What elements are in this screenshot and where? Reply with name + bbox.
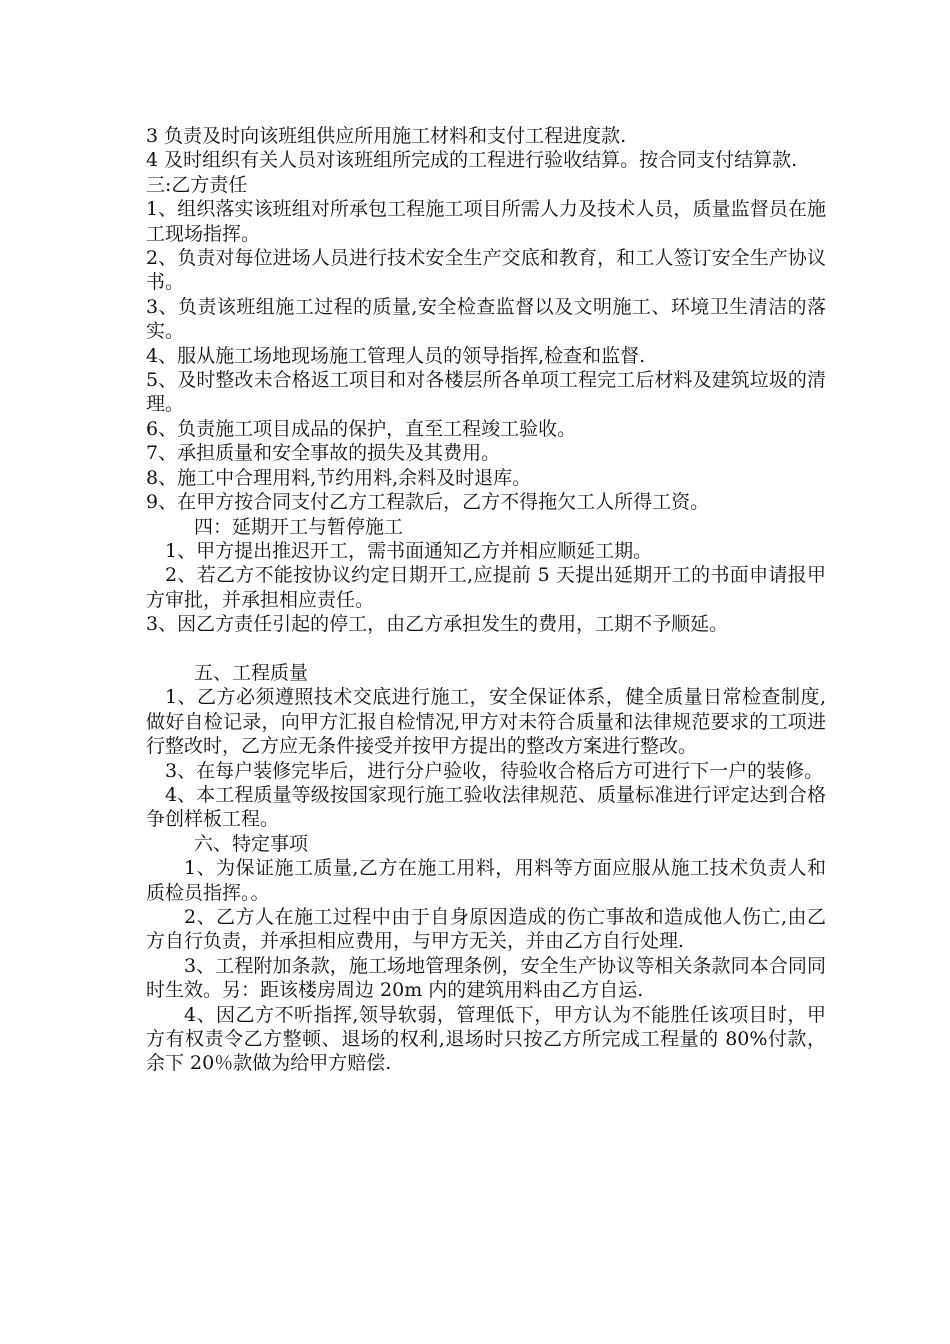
clause-9-party-b: 9、在甲方按合同支付乙方工程款后，乙方不得拖欠工人所得工资。 bbox=[146, 491, 710, 514]
clause-1-special: 1、为保证施工质量,乙方在施工用料，用料等方面应服从施工技术负责人和质检员指挥。。 bbox=[146, 857, 826, 904]
clause-3-special: 3、工程附加条款，施工场地管理条例，安全生产协议等相关条款同本合同同时生效。另：距该楼房周边 20m 内的建筑用料由乙方自运. bbox=[146, 954, 826, 1002]
section-heading-party-b: 三:乙方责任 bbox=[146, 173, 248, 196]
section-heading-delay: 四：延期开工与暂停施工 bbox=[194, 515, 404, 538]
section-heading-special: 六、特定事项 bbox=[194, 832, 309, 855]
clause-2-special: 2、乙方人在施工过程中由于自身原因造成的伤亡事故和造成他人伤亡,由乙方自行负责，并承担相应费用，与甲方无关，并由乙方自行处理. bbox=[146, 905, 826, 953]
section-heading-quality: 五、工程质量 bbox=[194, 661, 309, 684]
clause-4-special: 4、因乙方不听指挥,领导软弱，管理低下，甲方认为不能胜任该项目时，甲方有权责令乙方整顿、退场的权利,退场时只按乙方所完成工程量的 80%付款，余下 20％款做为给甲方赔偿. bbox=[146, 1003, 826, 1075]
clause-7-party-b: 7、承担质量和安全事故的损失及其费用。 bbox=[146, 442, 501, 465]
clause-1-quality: 1、乙方必须遵照技术交底进行施工，安全保证体系，健全质量日常检查制度,做好自检记录，向甲方汇报自检情况,甲方对未符合质量和法律规范要求的工项进行整改时，乙方应无条件接受并按甲方提出的整改方案进行整改。 bbox=[146, 686, 826, 758]
clause-8-party-b: 8、施工中合理用料,节约用料,余料及时退库。 bbox=[146, 466, 532, 489]
clause-2-delay: 2、若乙方不能按协议约定日期开工,应提前 5 天提出延期开工的书面申请报甲方审批，并承担相应责任。 bbox=[146, 564, 826, 611]
clause-3-delay: 3、因乙方责任引起的停工，由乙方承担发生的费用，工期不予顺延。 bbox=[146, 613, 729, 636]
blank-line bbox=[146, 637, 826, 661]
clause-4-party-b: 4、服从施工场地现场施工管理人员的领导指挥,检查和监督. bbox=[146, 344, 646, 367]
clause-1-delay: 1、甲方提出推迟开工，需书面通知乙方并相应顺延工期。 bbox=[165, 539, 653, 562]
clause-1-party-b: 1、组织落实该班组对所承包工程施工项目所需人力及技术人员，质量监督员在施工现场指挥。 bbox=[146, 198, 826, 245]
clause-4-quality: 4、本工程质量等级按国家现行施工验收法律规范、质量标准进行评定达到合格争创样板工程。 bbox=[146, 783, 826, 831]
clause-4-party-a: 4 及时组织有关人员对该班组所完成的工程进行验收结算。按合同支付结算款. bbox=[146, 149, 798, 172]
clause-6-party-b: 6、负责施工项目成品的保护，直至工程竣工验收。 bbox=[146, 417, 577, 440]
document-body bbox=[146, 124, 826, 1076]
clause-2-party-b: 2、负责对每位进场人员进行技术安全生产交底和教育，和工人签订安全生产协议书。 bbox=[146, 247, 826, 294]
clause-3-quality: 3、在每户装修完毕后，进行分户验收，待验收合格后方可进行下一户的装修。 bbox=[165, 759, 824, 782]
clause-3-party-a: 3 负责及时向该班组供应所用施工材料和支付工程进度款. bbox=[146, 125, 627, 147]
clause-5-party-b: 5、及时整改未合格返工项目和对各楼层所各单项工程完工后材料及建筑垃圾的清理。 bbox=[146, 369, 826, 416]
clause-3-party-b: 3、负责该班组施工过程的质量,安全检查监督以及文明施工、环境卫生清洁的落实。 bbox=[146, 295, 826, 343]
